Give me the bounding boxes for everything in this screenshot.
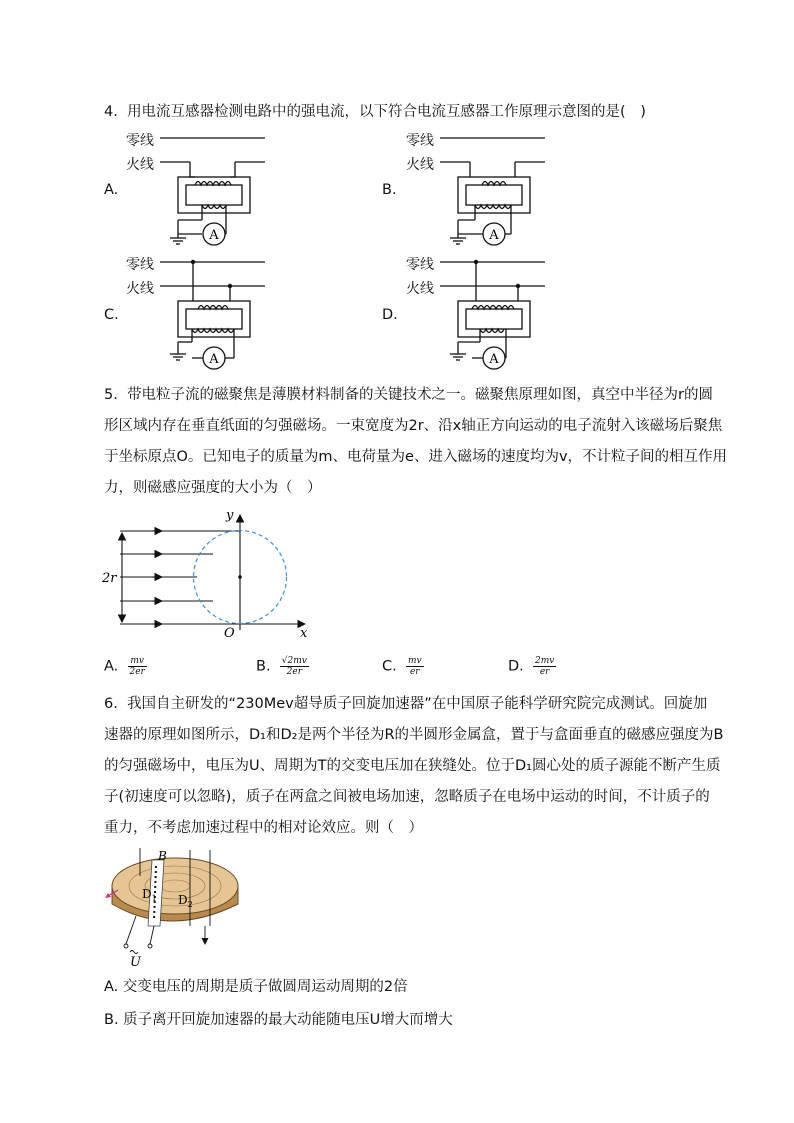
diagram-a-ammeter: A	[209, 228, 219, 243]
q5-y-label: y	[226, 508, 234, 523]
q5-choice-a[interactable]	[104, 656, 147, 677]
q5-choice-a-fraction: $\frac{mv}{2er}$	[129, 656, 145, 677]
q6-line-3: 的匀强磁场中，电压为U、周期为T的交变电压加在狭缝处。位于D₁圆心处的质子源能不断产生质	[104, 758, 721, 774]
q5-choice-c-fraction: $\frac{mv}{er}$	[407, 656, 422, 677]
q6-line-5: 重力，不考虑加速过程中的相对论效应。则（ ）	[104, 820, 423, 836]
q6-number: 6.	[104, 696, 118, 712]
q5-choice-b-label: B.	[256, 658, 271, 675]
q4-number: 4.	[104, 104, 118, 120]
q6-line-1	[104, 694, 707, 714]
q6-option-a[interactable]: A. 交变电压的周期是质子做圆周运动周期的2倍	[104, 979, 408, 995]
q6-d2-label: $D_2$	[178, 893, 193, 909]
diagram-d-fire-label: 火线	[406, 281, 434, 297]
q6-option-b[interactable]: B. 质子离开回旋加速器的最大动能随电压U增大而增大	[104, 1012, 453, 1028]
q5-line-3: 于坐标原点O。已知电子的质量为m、电荷量为e、进入磁场的速度均为v，不计粒子间的相互作用	[104, 449, 728, 465]
q6-line-2: 速器的原理如图所示，D₁和D₂是两个半径为R的半圆形金属盒，置于与盒面垂直的磁感应强度为B	[104, 727, 724, 743]
diagram-d-ammeter: A	[489, 352, 499, 367]
q5-choice-c-label: C.	[382, 658, 397, 675]
q4-stem	[104, 102, 646, 122]
q5-choice-d[interactable]	[508, 656, 556, 677]
q6-text-1: 我国自主研发的“230Mev超导质子回旋加速器”在中国原子能科学研究院完成测试。回旋加	[127, 696, 708, 712]
diagram-c-zero-label: 零线	[126, 257, 154, 273]
q6-figure	[100, 846, 260, 971]
q5-origin-label: O	[224, 626, 235, 641]
q5-line-2: 形区域内存在垂直纸面的匀强磁场。一束宽度为2r、沿x轴正方向运动的电子流射入该磁场后聚焦	[104, 418, 723, 434]
diagram-c-fire-label: 火线	[126, 281, 154, 297]
diagram-a-zero-label: 零线	[126, 133, 154, 149]
q5-choice-a-label: A.	[104, 658, 119, 675]
q4-option-c[interactable]: C.	[104, 307, 119, 323]
q5-x-label: x	[300, 626, 308, 641]
diagram-b	[440, 130, 600, 250]
diagram-a-fire-label: 火线	[126, 157, 154, 173]
q4-option-b[interactable]: B.	[382, 182, 397, 198]
q4-option-d[interactable]: D.	[382, 307, 398, 323]
diagram-b-ammeter: A	[489, 228, 499, 243]
q4-stem-text: 用电流互感器检测电路中的强电流，以下符合电流互感器工作原理示意图的是( )	[127, 104, 646, 120]
q5-line-1	[104, 385, 713, 405]
diagram-a	[160, 130, 320, 250]
q5-choice-b-fraction: $\frac{√2mv}{2er}$	[281, 656, 307, 677]
q6-line-4: 子(初速度可以忽略)，质子在两盒之间被电场加速，忽略质子在电场中运动的时间，不计质子的	[104, 789, 710, 805]
q5-text-1: 带电粒子流的磁聚焦是薄膜材料制备的关键技术之一。磁聚焦原理如图，真空中半径为r的圆	[127, 387, 714, 403]
q5-choice-b[interactable]	[256, 656, 309, 677]
q5-choice-d-fraction: $\frac{2mv}{er}$	[535, 656, 555, 677]
q5-choice-c[interactable]	[382, 656, 424, 677]
diagram-d-zero-label: 零线	[406, 257, 434, 273]
q6-b-label: B	[158, 849, 167, 863]
q5-line-4: 力，则磁感应强度的大小为（ ）	[104, 480, 322, 496]
diagram-c-ammeter: A	[209, 352, 219, 367]
q5-number: 5.	[104, 387, 118, 403]
q5-choice-d-label: D.	[508, 658, 524, 675]
q5-figure	[100, 505, 330, 645]
q6-d1-label: $D_1$	[142, 887, 157, 903]
diagram-d	[440, 254, 600, 374]
q5-width-label: 2r	[102, 571, 117, 586]
q4-option-a[interactable]: A.	[104, 182, 119, 198]
diagram-b-fire-label: 火线	[406, 157, 434, 173]
diagram-c	[160, 254, 320, 374]
diagram-b-zero-label: 零线	[406, 133, 434, 149]
q6-u-label: U	[130, 955, 141, 970]
